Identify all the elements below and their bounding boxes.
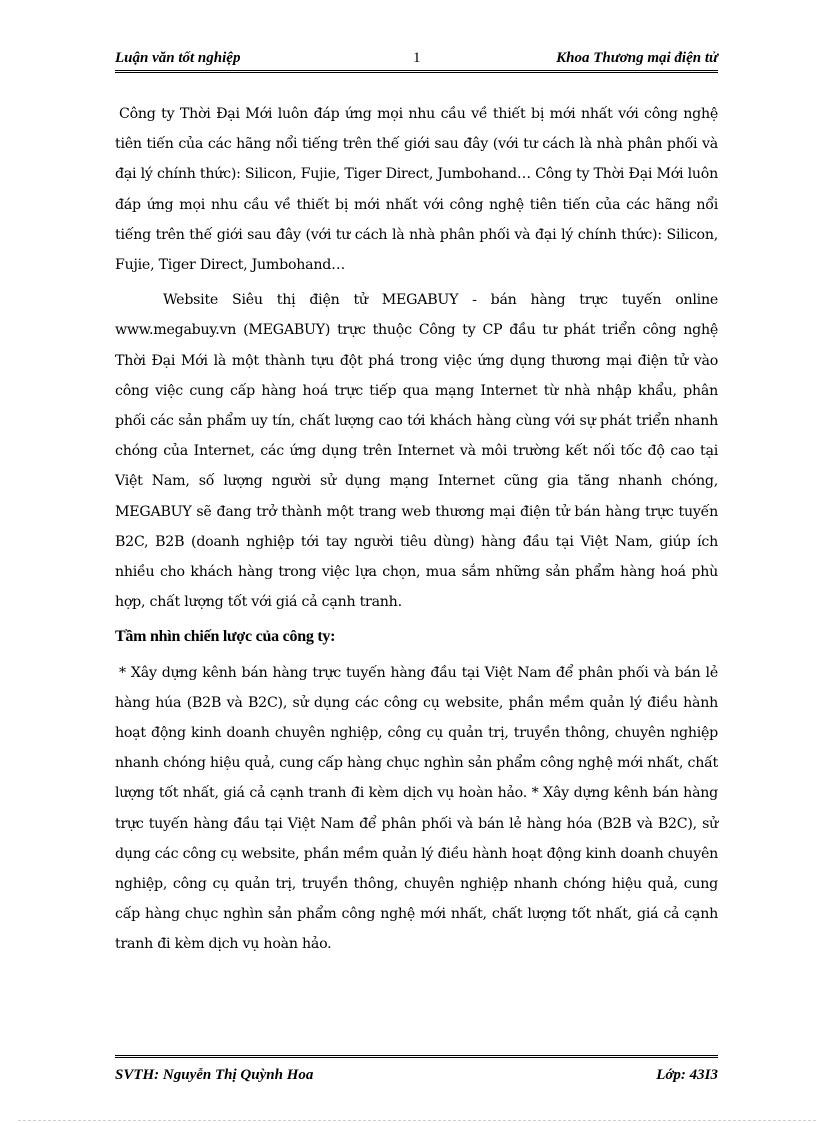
document-body xyxy=(115,99,718,965)
header-faculty: Khoa Thương mại điện tử xyxy=(556,50,718,66)
header-thesis-title: Luận văn tốt nghiệp xyxy=(115,50,241,66)
section-heading-strategic-vision: Tầm nhìn chiến lược của công ty: xyxy=(115,628,336,646)
paragraph-megabuy-website: Website Siêu thị điện tử MEGABUY - bán hàng trực tuyến online www.megabuy.vn (MEGABUY) trực thuộc Công ty CP đầu tư phát triển công nghệ Thời Đại Mới là một thành tựu đột phá trong việc ứng dụng thương mại điện tử vào công việc cung cấp hàng hoá trực tiếp qua mạng Internet từ nhà nhập khẩu, phân phối các sản phẩm uy tín, chất lượng cao tới khách hàng cùng với sự phát triển nhanh chóng của Internet, các ứng dụng trên Internet và môi trường kết nối tốc độ cao tại Việt Nam, số lượng người sử dụng mạng Internet cũng gia tăng nhanh chóng, MEGABUY sẽ đang trở thành một trang web thương mại điện tử bán hàng trực tuyến B2C, B2B (doanh nghiệp tới tay người tiêu dùng) hàng đầu tại Việt Nam, giúp ích nhiều cho khách hàng trong việc lựa chọn, mua sắm những sản phẩm hàng hoá phù hợp, chất lượng tốt với giá cả cạnh tranh. xyxy=(115,292,718,611)
page-bottom-edge xyxy=(18,1120,816,1121)
footer-student-name: SVTH: Nguyễn Thị Quỳnh Hoa xyxy=(115,1067,314,1083)
page-header xyxy=(115,50,718,73)
paragraph-strategic-vision: * Xây dựng kênh bán hàng trực tuyến hàng đầu tại Việt Nam để phân phối và bán lẻ hàng húa (B2B và B2C), sử dụng các công cụ website, phần mềm quản lý điều hành hoạt động kinh doanh chuyên nghiệp, công cụ quản trị, truyền thông, chuyên nghiệp nhanh chóng hiệu quả, cung cấp hàng chục nghìn sản phẩm công nghệ mới nhất, chất lượng tốt nhất, giá cả cạnh tranh đi kèm dịch vụ hoàn hảo. * Xây dựng kênh bán hàng trực tuyến hàng đầu tại Việt Nam để phân phối và bán lẻ hàng hóa (B2B và B2C), sử dụng các công cụ website, phần mềm quản lý điều hành hoạt động kinh doanh chuyên nghiệp, công cụ quản trị, truyền thông, chuyên nghiệp nhanh chóng hiệu quả, cung cấp hàng chục nghìn sản phẩm công nghệ mới nhất, chất lượng tốt nhất, giá cả cạnh tranh đi kèm dịch vụ hoàn hảo. xyxy=(115,664,718,953)
header-page-number: 1 xyxy=(413,50,421,66)
footer-class: Lớp: 43I3 xyxy=(656,1067,718,1083)
paragraph-company-intro: Công ty Thời Đại Mới luôn đáp ứng mọi nhu cầu về thiết bị mới nhất với công nghệ tiên tiến của các hãng nổi tiếng trên thế giới sau đây (với tư cách là nhà phân phối và đại lý chính thức): Silicon, Fujie, Tiger Direct, Jumbohand… Công ty Thời Đại Mới luôn đáp ứng mọi nhu cầu về thiết bị mới nhất với công nghệ tiên tiến của các hãng nổi tiếng trên thế giới sau đây (với tư cách là nhà phân phối và đại lý chính thức): Silicon, Fujie, Tiger Direct, Jumbohand… xyxy=(115,106,718,274)
page-footer xyxy=(115,1055,718,1086)
